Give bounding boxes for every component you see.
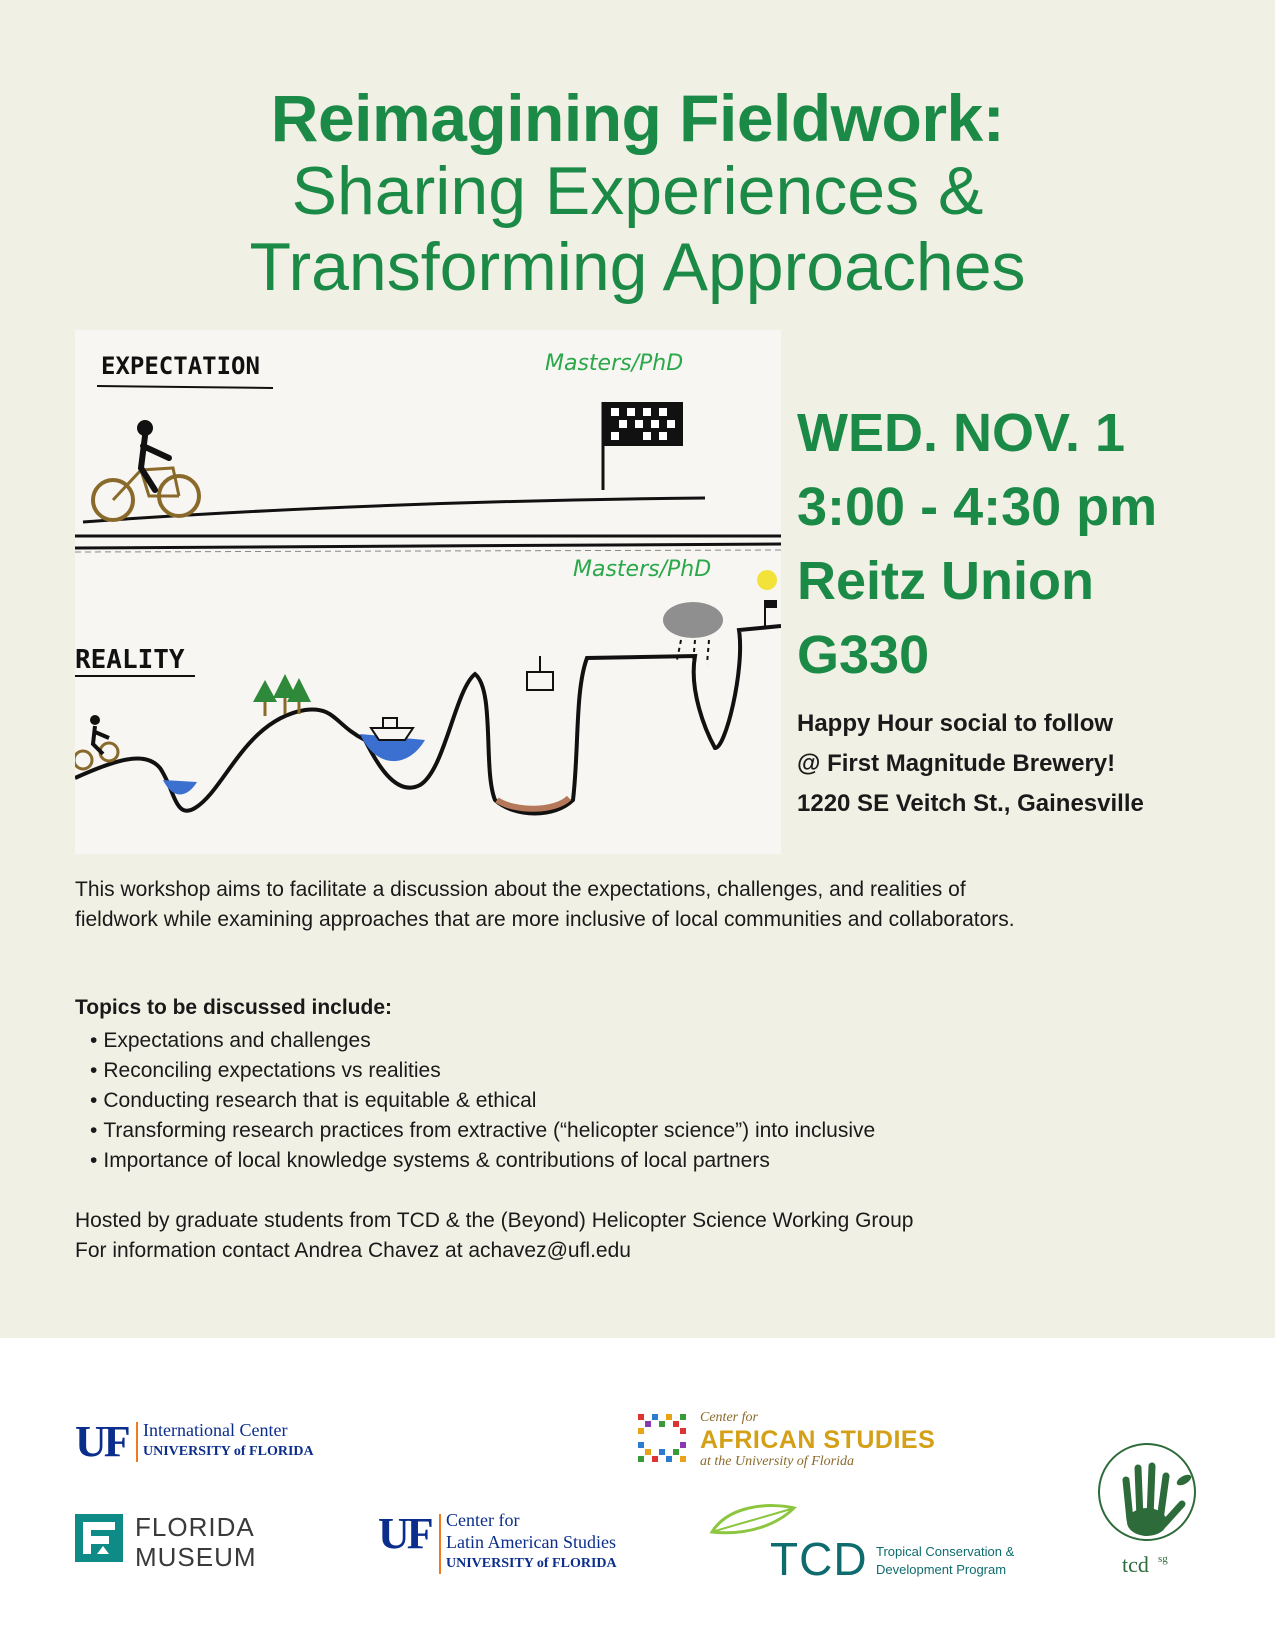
uf-mark: UF bbox=[75, 1417, 128, 1466]
uf-mark: UF bbox=[378, 1509, 431, 1558]
social-line-3: 1220 SE Veitch St., Gainesville bbox=[797, 790, 1144, 817]
tcd-student-group-logo bbox=[1092, 1440, 1202, 1580]
social-line-2: @ First Magnitude Brewery! bbox=[797, 750, 1116, 777]
workshop-description: This workshop aims to facilitate a discussion about the expectations, challenges, and realities of fieldwork while examining approaches that are more inclusive of local communities and collaborators. bbox=[75, 878, 1015, 931]
african-studies-logo bbox=[638, 1410, 938, 1470]
florida-museum-mark-icon bbox=[75, 1514, 123, 1562]
topic-item: • Reconciling expectations vs realities bbox=[90, 1056, 875, 1086]
tcd-line-2: Development Program bbox=[876, 1562, 1007, 1577]
intl-university-name: UNIVERSITY of FLORIDA bbox=[143, 1444, 314, 1459]
african-line-3: at the University of Florida bbox=[700, 1454, 854, 1469]
topics-heading: Topics to be discussed include: bbox=[75, 996, 392, 1019]
intl-center-name: International Center bbox=[143, 1420, 288, 1440]
tcd-acronym: TCD bbox=[770, 1533, 868, 1585]
event-date: WED. NOV. 1 bbox=[797, 403, 1126, 463]
museum-line-2: MUSEUM bbox=[135, 1542, 257, 1572]
handprint-icon bbox=[1092, 1440, 1202, 1580]
expectation-vs-reality-drawing bbox=[75, 330, 781, 854]
title-line-3: Transforming Approaches bbox=[249, 229, 1026, 305]
reality-label: REALITY bbox=[75, 645, 185, 675]
topic-item: • Expectations and challenges bbox=[90, 1026, 875, 1056]
latam-line-2: Latin American Studies bbox=[446, 1532, 616, 1552]
event-room: G330 bbox=[797, 625, 930, 685]
latam-line-3: UNIVERSITY of FLORIDA bbox=[446, 1556, 617, 1571]
african-line-2: AFRICAN STUDIES bbox=[700, 1426, 936, 1454]
hosted-by-line: Hosted by graduate students from TCD & the (Beyond) Helicopter Science Working Group bbox=[75, 1209, 914, 1232]
latam-line-1: Center for bbox=[446, 1510, 520, 1530]
goal-label-top: Masters/PhD bbox=[545, 351, 684, 376]
host-info bbox=[75, 1206, 913, 1266]
uf-international-center-logo bbox=[75, 1418, 355, 1468]
contact-line: For information contact Andrea Chavez at achavez@ufl.edu bbox=[75, 1239, 631, 1262]
expectation-label: EXPECTATION bbox=[101, 352, 260, 380]
goal-label-bottom: Masters/PhD bbox=[573, 557, 712, 582]
sponsor-panel bbox=[0, 1338, 1275, 1650]
title-line-1: Reimagining Fieldwork: bbox=[270, 81, 1005, 155]
uf-latin-american-studies-logo bbox=[378, 1510, 658, 1580]
topic-item: • Importance of local knowledge systems & contributions of local partners bbox=[90, 1146, 875, 1176]
social-line-1: Happy Hour social to follow bbox=[797, 710, 1114, 737]
tcd-line-1: Tropical Conservation & bbox=[876, 1544, 1015, 1559]
event-time: 3:00 - 4:30 pm bbox=[797, 477, 1158, 537]
tcdsg-sup: sg bbox=[1158, 1553, 1168, 1565]
title-line-2: Sharing Experiences & bbox=[291, 153, 984, 229]
museum-line-1: FLORIDA bbox=[135, 1512, 255, 1542]
african-line-1: Center for bbox=[700, 1410, 758, 1425]
event-venue: Reitz Union bbox=[797, 551, 1094, 611]
tcd-program-logo bbox=[708, 1502, 1038, 1585]
topic-item: • Conducting research that is equitable & ethical bbox=[90, 1086, 875, 1116]
tcdsg-label: tcd bbox=[1122, 1552, 1149, 1577]
mosaic-icon bbox=[638, 1414, 690, 1466]
florida-museum-logo bbox=[75, 1512, 275, 1572]
topics-list bbox=[90, 1026, 875, 1176]
topic-item: • Transforming research practices from extractive (“helicopter science”) into inclusive bbox=[90, 1116, 875, 1146]
